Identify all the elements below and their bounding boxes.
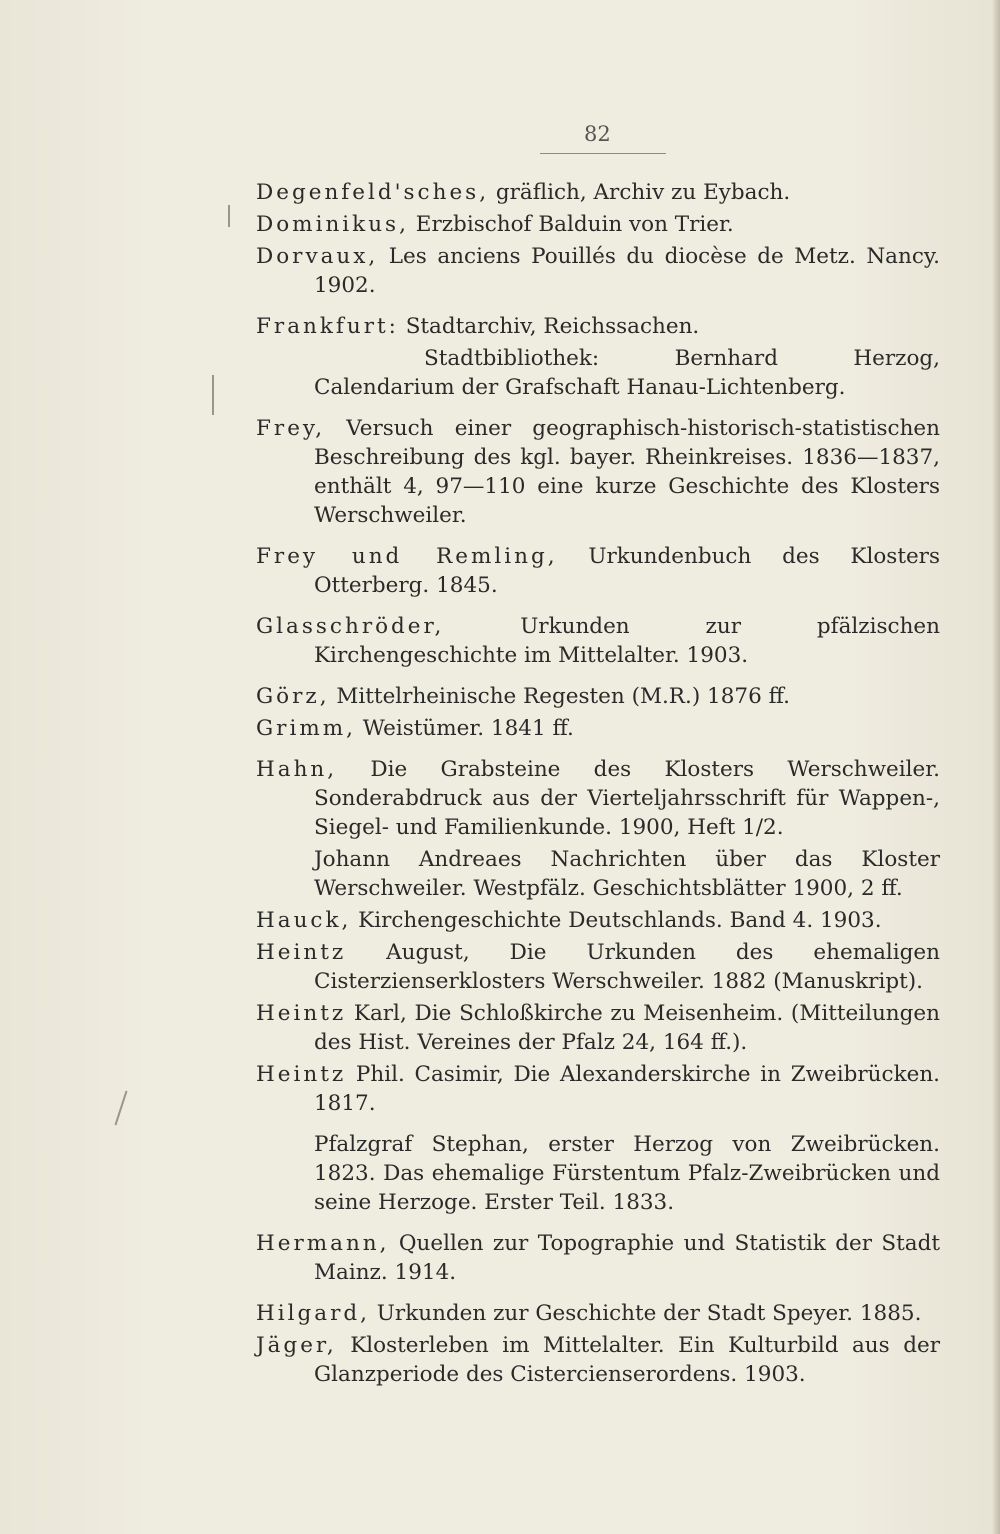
margin-pencil-mark [212,375,214,415]
bibliography-entry [256,938,940,996]
bibliography-entry [256,1331,940,1389]
entry-text: Karl, Die Schloßkirche zu Meisenheim. (Mitteilungen des Hist. Vereines der Pfalz 24, 164 ff.). [314,1001,940,1055]
entry-author: Hilgard, [256,1301,370,1326]
bibliography-entry-continuation [256,344,940,402]
entry-text: Pfalzgraf Stephan, erster Herzog von Zweibrücken. 1823. Das ehemalige Fürstentum Pfalz-Zweibrücken und seine Herzoge. Erster Teil. 1833. [314,1132,940,1215]
bibliography-entry [256,755,940,842]
entry-author: Frankfurt: [256,314,399,339]
bibliography-entry [256,714,940,743]
bibliography-entry [256,1060,940,1118]
bibliography-entry [256,414,940,530]
entry-author: Dorvaux, [256,244,379,269]
entry-author: Heintz [256,940,347,965]
bibliography-entry [256,999,940,1057]
bibliography-entry [256,242,940,300]
entry-author: Hermann, [256,1231,390,1256]
bibliography-entry [256,210,940,239]
entry-text: Urkunden zur Geschichte der Stadt Speyer. 1885. [369,1301,922,1326]
page-number: 82 [584,122,611,146]
entry-author: Heintz [256,1062,347,1087]
bibliography-entry [256,312,940,341]
bibliography-entry [256,612,940,670]
entry-author: Dominikus, [256,212,409,237]
entry-text: Stadtarchiv, Reichssachen. [398,314,700,339]
entry-text: Kirchengeschichte Deutschlands. Band 4. 1903. [351,908,882,933]
entry-author: Degenfeld'sches, [256,180,490,205]
bibliography-entry-continuation [256,845,940,903]
entry-text: Phil. Casimir, Die Alexanderskirche in Zweibrücken. 1817. [314,1062,940,1116]
entry-text: gräflich, Archiv zu Eybach. [489,180,791,205]
entry-author: Frey, [256,416,326,441]
entry-author: Frey und Remling, [256,544,558,569]
entry-text: Erzbischof Balduin von Trier. [408,212,734,237]
entry-text: Die Grabsteine des Klosters Werschweiler. Sonderabdruck aus der Vierteljahrsschrift für Wappen-, Siegel- und Familienkunde. 1900, Heft 1/2. [314,757,940,840]
margin-pencil-mark [228,205,230,227]
entry-author: Grimm, [256,716,356,741]
entry-author: Hauck, [256,908,352,933]
margin-pencil-mark [114,1091,127,1126]
entry-author: Görz, [256,684,330,709]
entry-text: Quellen zur Topographie und Statistik der Stadt Mainz. 1914. [314,1231,940,1285]
entry-author: Jäger, [256,1333,337,1358]
bibliography-entry [256,1299,940,1328]
entry-text: Klosterleben im Mittelalter. Ein Kulturbild aus der Glanzperiode des Cistercienserordens. 1903. [314,1333,940,1387]
entry-text: Stadtbibliothek: Bernhard Herzog, Calendarium der Grafschaft Hanau-Lichtenberg. [314,346,940,400]
entry-text: Les anciens Pouillés du diocèse de Metz. Nancy. 1902. [314,244,940,298]
entry-text: August, Die Urkunden des ehemaligen Cisterzienserklosters Werschweiler. 1882 (Manuskript). [314,940,940,994]
entry-text: Versuch einer geographisch-historisch-statistischen Beschreibung des kgl. bayer. Rheinkreises. 1836—1837, enthält 4, 97—110 eine kurze Geschichte des Klosters Werschweiler. [314,416,940,528]
entry-text: Urkunden zur pfälzischen Kirchengeschichte im Mittelalter. 1903. [314,614,940,668]
bibliography-entry [256,906,940,935]
bibliography-entry-continuation [256,1130,940,1217]
entry-author: Hahn, [256,757,338,782]
bibliography-entry [256,542,940,600]
entry-author: Glasschröder, [256,614,445,639]
page-edge-shadow [992,0,1000,1534]
bibliography-entry [256,682,940,711]
bibliography-list [256,178,940,1401]
bibliography-entry [256,1229,940,1287]
entry-text: Johann Andreaes Nachrichten über das Kloster Werschweiler. Westpfälz. Geschichtsblätter 1900, 2 ff. [314,847,940,901]
bibliography-entry [256,178,940,207]
entry-author: Heintz [256,1001,347,1026]
entry-text: Weistümer. 1841 ff. [355,716,574,741]
page-number-rule [540,153,666,154]
entry-text: Urkundenbuch des Klosters Otterberg. 1845. [314,544,940,598]
entry-text: Mittelrheinische Regesten (M.R.) 1876 ff. [329,684,790,709]
